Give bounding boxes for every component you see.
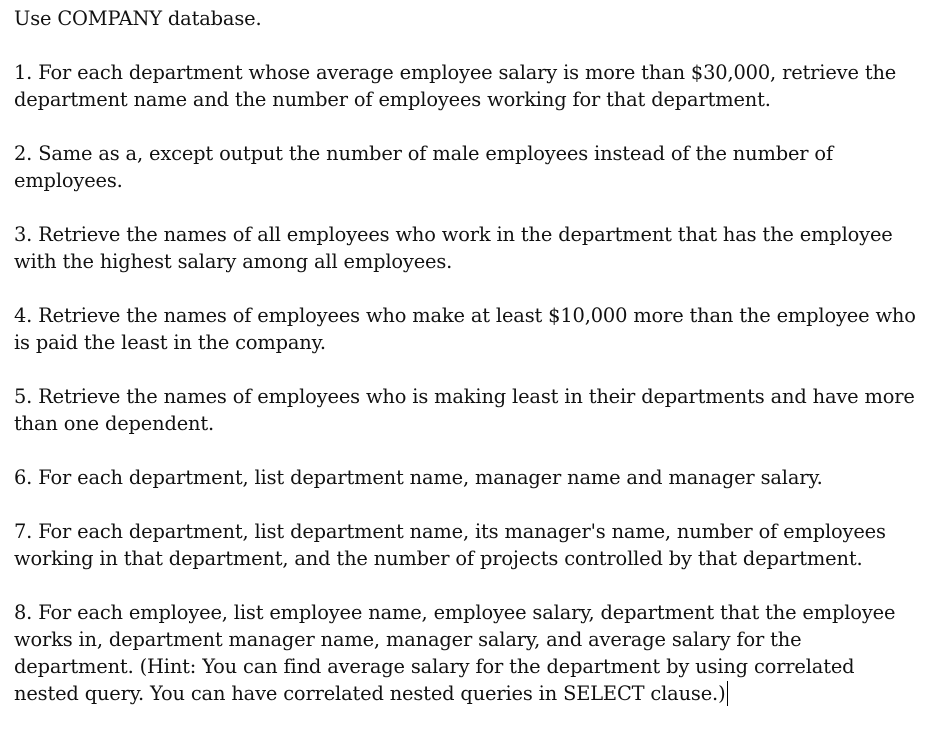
question-8 bbox=[14, 599, 919, 707]
text-cursor bbox=[727, 681, 729, 706]
question-5 bbox=[14, 383, 919, 437]
question-5-text: 5. Retrieve the names of employees who is making least in their departments and have more than one dependent. bbox=[14, 385, 915, 435]
question-7-text: 7. For each department, list department name, its manager's name, number of employees working in that department, and the number of projects controlled by that department. bbox=[14, 520, 886, 570]
document-body[interactable] bbox=[14, 5, 919, 707]
question-4-text: 4. Retrieve the names of employees who make at least $10,000 more than the employee who is paid the least in the company. bbox=[14, 304, 916, 354]
question-4 bbox=[14, 302, 919, 356]
question-3-text: 3. Retrieve the names of all employees who work in the department that has the employee with the highest salary among all employees. bbox=[14, 223, 893, 273]
question-7 bbox=[14, 518, 919, 572]
question-6-text: 6. For each department, list department name, manager name and manager salary. bbox=[14, 466, 823, 489]
intro-line: Use COMPANY database. bbox=[14, 7, 262, 30]
question-3 bbox=[14, 221, 919, 275]
question-1 bbox=[14, 59, 919, 113]
question-2-text: 2. Same as a, except output the number of male employees instead of the number of employees. bbox=[14, 142, 833, 192]
question-8-text: 8. For each employee, list employee name, employee salary, department that the employee works in, department manager name, manager salary, and average salary for the department. (Hint: You can find average salary for the department by using correlated nested query. You can have correlated nested queries in SELECT clause.) bbox=[14, 601, 896, 705]
question-6 bbox=[14, 464, 919, 491]
question-1-text: 1. For each department whose average employee salary is more than $30,000, retrieve the department name and the number of employees working for that department. bbox=[14, 61, 897, 111]
question-2 bbox=[14, 140, 919, 194]
